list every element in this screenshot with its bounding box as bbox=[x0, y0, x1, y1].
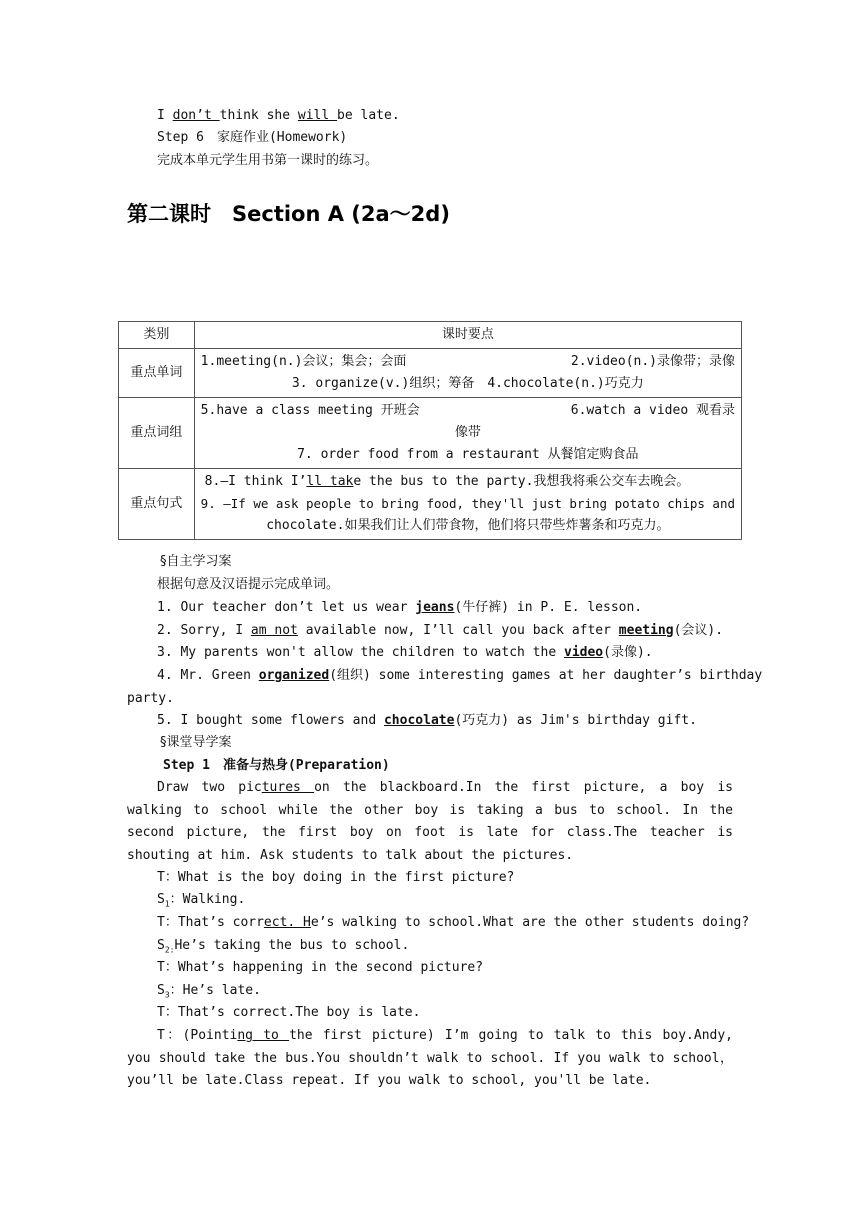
dialogue-line bbox=[157, 890, 245, 915]
dialogue-line: T：What’s happening in the second picture? bbox=[157, 960, 484, 975]
dialogue-line bbox=[157, 981, 261, 1006]
exercise-text: available now, I’ll call you back after bbox=[297, 623, 619, 638]
exercise-text: (牛仔裤) in P. E. lesson. bbox=[454, 600, 643, 615]
dialogue-text: T：That’s corr bbox=[157, 915, 264, 930]
paragraph-text: the first picture) I’m going to talk to this boy.Andy, you should take the bus.You shouldn’t walk to school. If you walk to school，you’ll be late.Class repeat. If you walk to school, you'll be late. bbox=[127, 1028, 734, 1088]
point-text: 5.have a class meeting 开班会 bbox=[200, 403, 420, 418]
paragraph-text: T：(Pointi bbox=[157, 1028, 238, 1043]
dialogue-underlined: ect. H bbox=[263, 915, 311, 930]
table-row bbox=[119, 398, 742, 469]
example-sentence bbox=[157, 106, 400, 126]
dialogue-line bbox=[157, 936, 409, 961]
sentence-underlined: don’t bbox=[172, 108, 220, 123]
dialogue-line bbox=[157, 913, 749, 933]
exercise-answer: organized bbox=[258, 668, 330, 683]
point-underlined: ll tak bbox=[306, 474, 354, 489]
row-category: 重点词组 bbox=[119, 398, 195, 469]
row-category: 重点单词 bbox=[119, 349, 195, 398]
dialogue-line: T：That’s correct.The boy is late. bbox=[157, 1005, 421, 1020]
speaker-number: 3 bbox=[164, 990, 170, 1000]
point-text: 3. organize(v.)组织；筹备 4.chocolate(n.)巧克力 bbox=[291, 376, 644, 391]
speaker-number: 1 bbox=[164, 899, 170, 909]
exercise-answer: am not bbox=[250, 623, 298, 638]
paragraph-text: Draw two pic bbox=[157, 780, 262, 795]
step6-text: 完成本单元学生用书第一课时的练习。 bbox=[157, 153, 379, 168]
point-text: 像带 bbox=[454, 425, 481, 440]
point-text: 7. order food from a restaurant 从餐馆定购食品 bbox=[297, 447, 639, 462]
exercise-item bbox=[157, 643, 653, 663]
sentence-underlined: will bbox=[297, 108, 338, 123]
paragraph-underlined: tures bbox=[261, 780, 315, 795]
sentence-text: be late. bbox=[337, 108, 400, 123]
row-category: 重点句式 bbox=[119, 469, 195, 540]
exercise-answer: chocolate bbox=[383, 713, 455, 728]
table-row bbox=[119, 349, 742, 398]
exercise-text: (录像). bbox=[603, 645, 653, 660]
row-content bbox=[194, 398, 741, 469]
table-header-row bbox=[119, 322, 742, 349]
speaker-number: 2: bbox=[164, 945, 175, 955]
exercise-answer: jeans bbox=[415, 600, 455, 615]
key-points-table bbox=[118, 321, 742, 540]
exercise-text: (巧克力) as Jim's birthday gift. bbox=[454, 713, 697, 728]
exercise-text: 5. I bought some flowers and bbox=[157, 713, 384, 728]
exercise-text: 2. Sorry, I bbox=[157, 623, 251, 638]
paragraph-underlined: ng to bbox=[237, 1028, 290, 1043]
paragraph-text: on the blackboard.In the first picture, a boy is walking to school while the other boy is taking a bus to school. In the second picture, the first boy on foot is late for class.The teacher is shouting at him. Ask students to talk about the pictures. bbox=[127, 780, 734, 863]
point-text: 9. —If we ask people to bring food, they'll just bring potato chips and bbox=[200, 496, 735, 511]
point-text: 1.meeting(n.)会议；集会；会面 bbox=[200, 354, 407, 369]
point-text: 2.video(n.)录像带；录像 bbox=[570, 354, 735, 369]
dialogue-text: ：He’s late. bbox=[169, 983, 261, 998]
sentence-text: I bbox=[157, 108, 173, 123]
exercise-text: 1. Our teacher don’t let us wear bbox=[157, 600, 416, 615]
table-row bbox=[119, 469, 742, 540]
exercise-answer: meeting bbox=[618, 623, 674, 638]
class-guide-title: §课堂导学案 bbox=[160, 735, 232, 750]
point-text: e the bus to the party.我想我将乘公交车去晚会。 bbox=[353, 474, 690, 489]
exercise-item bbox=[157, 598, 642, 618]
point-text: 6.watch a video 观看录 bbox=[570, 403, 735, 418]
dialogue-text: He’s taking the bus to school. bbox=[174, 938, 410, 953]
header-points: 课时要点 bbox=[194, 322, 741, 349]
dialogue-line: T：What is the boy doing in the first picture? bbox=[157, 870, 515, 885]
exercise-item bbox=[157, 666, 762, 686]
dialogue-text: e’s walking to school.What are the other students doing? bbox=[310, 915, 750, 930]
exercise-continuation: party. bbox=[127, 691, 174, 706]
step1-title: Step 1 准备与热身(Preparation) bbox=[163, 758, 390, 773]
exercise-text: 3. My parents won't allow the children to watch the bbox=[157, 645, 564, 660]
exercise-text: 4. Mr. Green bbox=[157, 668, 259, 683]
row-content bbox=[194, 469, 741, 540]
self-study-title: §自主学习案 bbox=[160, 554, 232, 569]
speaker: S bbox=[157, 938, 165, 953]
row-content bbox=[194, 349, 741, 398]
dialogue-paragraph bbox=[127, 1025, 733, 1093]
exercise-item bbox=[157, 711, 697, 731]
point-text: chocolate.如果我们让人们带食物，他们将只带些炸薯条和巧克力。 bbox=[266, 518, 670, 533]
step6-title: Step 6 家庭作业(Homework) bbox=[157, 130, 348, 145]
point-text: 8.—I think I’ bbox=[204, 474, 307, 489]
sentence-text: think she bbox=[219, 108, 298, 123]
speaker: S bbox=[157, 983, 165, 998]
exercise-answer: video bbox=[564, 645, 604, 660]
step1-paragraph bbox=[127, 777, 733, 867]
exercise-item bbox=[157, 621, 723, 641]
speaker: S bbox=[157, 892, 165, 907]
exercise-text: (会议). bbox=[673, 623, 724, 638]
dialogue-text: ：Walking. bbox=[169, 892, 246, 907]
self-study-instruction: 根据句意及汉语提示完成单词。 bbox=[157, 577, 340, 592]
section-heading: 第二课时 Section A (2a～2d) bbox=[127, 202, 450, 226]
exercise-text: (组织) some interesting games at her daughter’s birthday bbox=[329, 668, 763, 683]
header-category: 类别 bbox=[119, 322, 195, 349]
